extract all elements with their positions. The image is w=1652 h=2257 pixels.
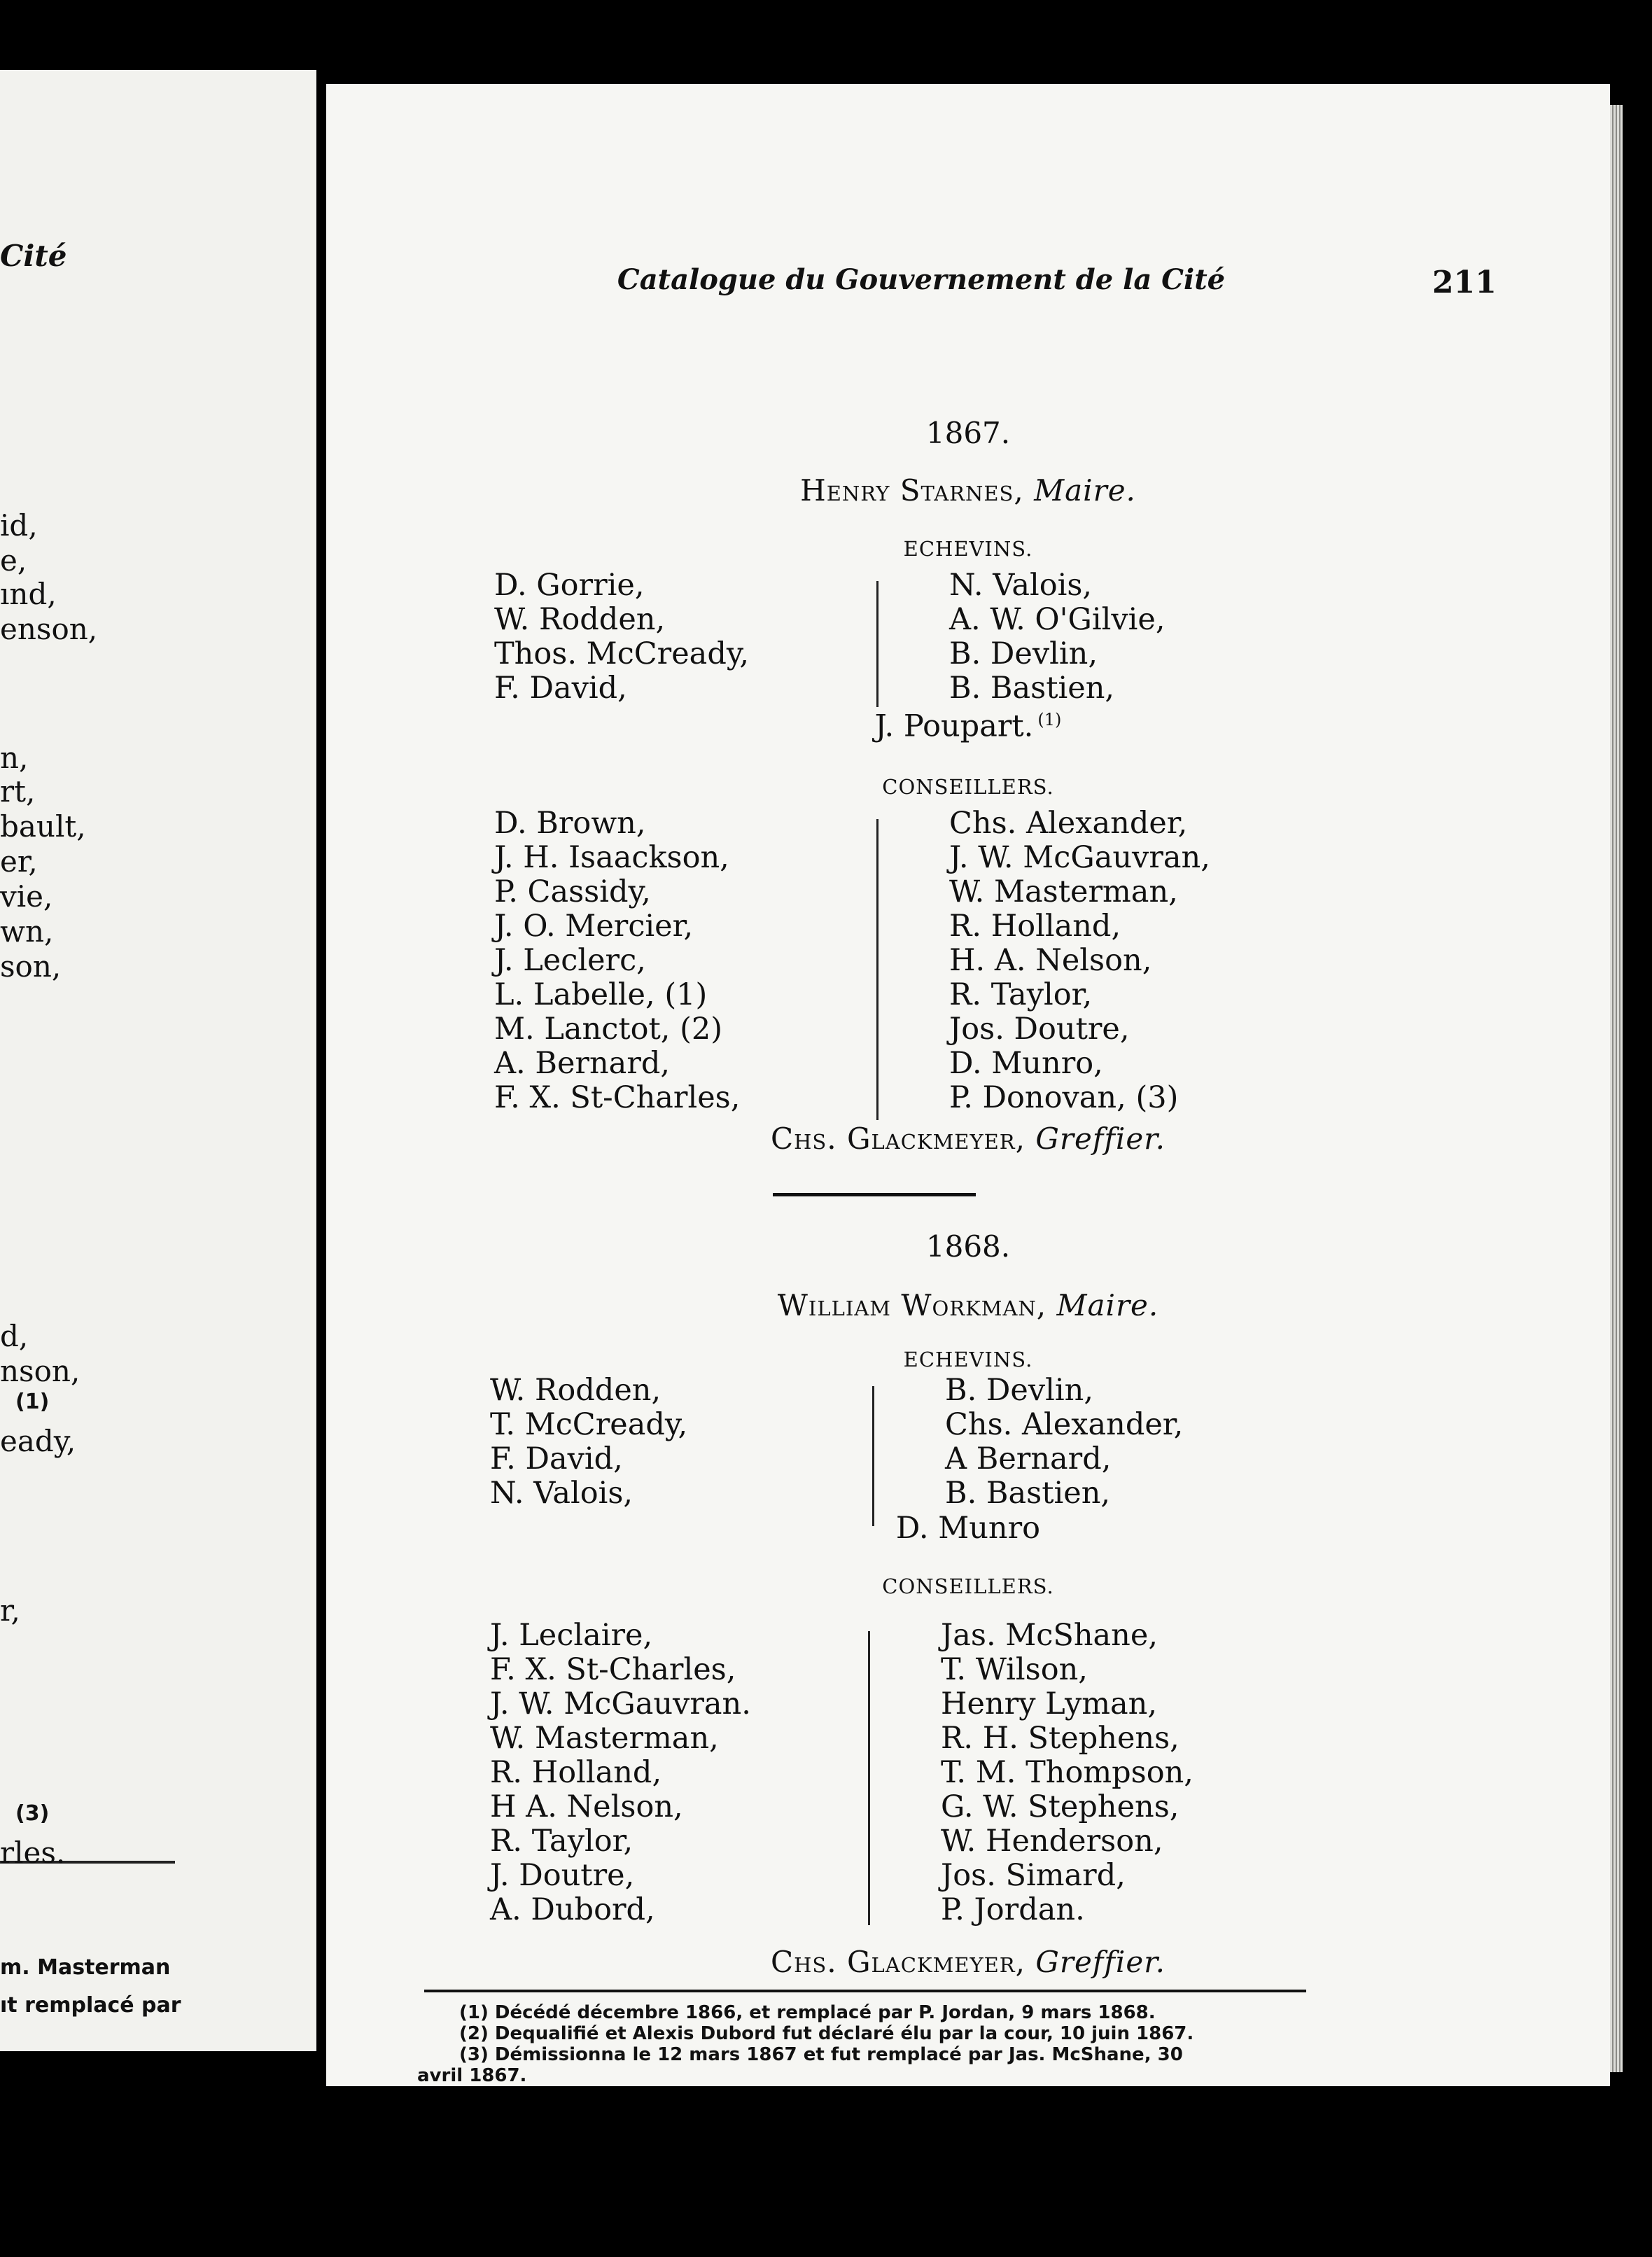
member-name: J. Doutre,	[490, 1858, 635, 1893]
member-name: R. Holland,	[490, 1755, 662, 1790]
member-name: W. Masterman,	[949, 874, 1178, 909]
member-name: Chs. Alexander,	[949, 806, 1188, 841]
member-name: H. A. Nelson,	[949, 943, 1152, 978]
left-page-fragment: wn,	[0, 914, 54, 949]
member-name: T. M. Thompson,	[941, 1755, 1194, 1790]
member-name: A Bernard,	[945, 1441, 1112, 1476]
member-name: R. Taylor,	[949, 977, 1093, 1012]
conseillers-1868-heading: CONSEILLERS.	[882, 1574, 1054, 1598]
page-edge	[1610, 105, 1623, 2072]
footnote-3: (3) Démissionna le 12 mars 1867 et fut remplacé par Jas. McShane, 30	[459, 2044, 1183, 2065]
column-divider	[876, 581, 878, 707]
clerk-1868-name: Chs. Glackmeyer,	[770, 1945, 1026, 1979]
member-name: A. Bernard,	[494, 1046, 671, 1081]
member-name: B. Bastien,	[945, 1476, 1111, 1511]
member-name: P. Donovan, (3)	[949, 1080, 1179, 1115]
member-name: R. H. Stephens,	[941, 1721, 1180, 1756]
column-divider	[872, 1386, 874, 1526]
mayor-1867	[326, 473, 1610, 508]
left-page-fragment: Cité	[0, 239, 67, 273]
left-page-fragment: n,	[0, 741, 29, 775]
echevins-1867-heading: ECHEVINS.	[903, 537, 1033, 561]
mayor-1868	[326, 1288, 1610, 1322]
footnote-rule	[424, 1990, 1306, 1992]
left-page-fragment: m. Masterman	[0, 1955, 171, 1980]
member-name: Henry Lyman,	[941, 1686, 1158, 1721]
column-divider	[876, 819, 878, 1120]
left-page-fragment: bault,	[0, 809, 86, 844]
left-page-fragment: id,	[0, 508, 38, 543]
echevins-1868-heading: ECHEVINS.	[903, 1348, 1033, 1371]
member-name: F. X. St-Charles,	[490, 1652, 736, 1687]
member-name: P. Jordan.	[941, 1892, 1085, 1927]
left-page-fragment: enson,	[0, 612, 98, 646]
member-name: J. Leclerc,	[494, 943, 646, 978]
mayor-1867-role: Maire.	[1034, 473, 1136, 508]
echevins-1868-center: D. Munro	[895, 1511, 1041, 1546]
member-name: W. Henderson,	[941, 1824, 1163, 1859]
member-name: F. X. St-Charles,	[494, 1080, 741, 1115]
member-name: F. David,	[494, 671, 627, 706]
left-page-fragment: eady,	[0, 1424, 76, 1458]
left-page-fragment: d,	[0, 1319, 29, 1353]
member-name: J. H. Isaackson,	[494, 840, 729, 875]
member-name: B. Bastien,	[949, 671, 1115, 706]
left-page-fragment: nson,	[0, 1354, 80, 1388]
member-name: N. Valois,	[490, 1476, 634, 1511]
member-name: D. Munro,	[949, 1046, 1103, 1081]
member-name: J. W. McGauvran.	[490, 1686, 751, 1721]
year-1867-heading: 1867.	[925, 416, 1011, 450]
left-page-fragment: (1)	[15, 1390, 50, 1414]
member-name: H A. Nelson,	[490, 1789, 683, 1824]
right-page	[326, 84, 1610, 2086]
member-name: Jos. Doutre,	[949, 1012, 1130, 1047]
member-name: A. W. O'Gilvie,	[949, 602, 1166, 637]
clerk-1867	[326, 1121, 1610, 1156]
member-name: Jas. McShane,	[941, 1618, 1158, 1653]
left-page-fragment: ınd,	[0, 577, 57, 611]
member-name: P. Cassidy,	[494, 874, 651, 909]
member-name: W. Masterman,	[490, 1721, 719, 1756]
clerk-1868-role: Greffier.	[1035, 1945, 1166, 1979]
conseillers-1868-left	[490, 1619, 751, 1927]
left-page	[0, 70, 316, 2051]
column-divider	[868, 1631, 870, 1925]
member-name: T. McCready,	[490, 1407, 688, 1442]
member-name: Chs. Alexander,	[945, 1407, 1184, 1442]
mayor-1868-role: Maire.	[1056, 1288, 1159, 1322]
member-name: M. Lanctot, (2)	[494, 1012, 723, 1047]
member-name: R. Taylor,	[490, 1824, 634, 1859]
echevins-1867-left	[494, 568, 749, 706]
left-page-fragment: rles.	[0, 1836, 66, 1870]
running-head: Catalogue du Gouvernement de la Cité	[617, 263, 1226, 296]
conseillers-1867-left	[494, 806, 740, 1115]
echevins-1868-right	[945, 1374, 1183, 1511]
member-name: J. O. Mercier,	[494, 909, 694, 944]
echevins-1868-left	[490, 1374, 687, 1511]
member-name: L. Labelle, (1)	[494, 977, 708, 1012]
echevins-1867-center	[326, 708, 1610, 744]
clerk-1867-role: Greffier.	[1035, 1121, 1166, 1156]
member-name: Thos. McCready,	[494, 636, 750, 671]
conseillers-1867-heading: CONSEILLERS.	[882, 775, 1054, 799]
member-name: R. Holland,	[949, 909, 1121, 944]
mayor-1868-name: William Workman,	[777, 1288, 1047, 1322]
footnote-ref: (1)	[1037, 710, 1062, 729]
clerk-1868	[326, 1945, 1610, 1979]
member-name: B. Devlin,	[949, 636, 1098, 671]
member-name: G. W. Stephens,	[941, 1789, 1180, 1824]
member-name: F. David,	[490, 1441, 623, 1476]
member-name: T. Wilson,	[941, 1652, 1088, 1687]
page-number: 211	[1432, 265, 1497, 300]
echevins-1867-right	[949, 568, 1166, 706]
year-1868-heading: 1868.	[925, 1229, 1011, 1264]
conseillers-1868-right	[941, 1619, 1194, 1927]
member-name: A. Dubord,	[490, 1892, 655, 1927]
member-name: W. Rodden,	[494, 602, 666, 637]
member-name: J. Leclaire,	[490, 1618, 653, 1653]
footnote-3-continued: avril 1867.	[417, 2065, 527, 2086]
footnote-2: (2) Dequalifié et Alexis Dubord fut déclaré élu par la cour, 10 juin 1867.	[459, 2023, 1194, 2044]
left-page-fragment: r,	[0, 1593, 20, 1628]
member-name: Jos. Simard,	[941, 1858, 1126, 1893]
clerk-1867-name: Chs. Glackmeyer,	[770, 1121, 1026, 1156]
left-page-fragment: (3)	[15, 1801, 50, 1826]
left-page-fragment: son,	[0, 949, 62, 984]
left-page-fragment: vie,	[0, 879, 53, 914]
left-page-fragment: e,	[0, 543, 27, 578]
member-name: J. W. McGauvran,	[949, 840, 1210, 875]
footnote-1: (1) Décédé décembre 1866, et remplacé par P. Jordan, 9 mars 1868.	[459, 2002, 1156, 2023]
mayor-1867-name: Henry Starnes,	[800, 473, 1024, 508]
footnotes	[417, 2002, 1341, 2086]
member-name: D. Gorrie,	[494, 568, 645, 603]
left-page-fragment: rt,	[0, 774, 36, 809]
left-page-fragment: ıt remplacé par	[0, 1993, 181, 2018]
section-divider	[773, 1193, 976, 1196]
member-name: N. Valois,	[949, 568, 1093, 603]
member-name: D. Brown,	[494, 806, 646, 841]
left-page-fragment: er,	[0, 844, 38, 879]
book-gutter	[316, 84, 326, 2051]
member-name: W. Rodden,	[490, 1373, 662, 1408]
member-name: B. Devlin,	[945, 1373, 1094, 1408]
echevins-1867-center-name: J. Poupart.	[874, 708, 1034, 744]
conseillers-1867-right	[949, 806, 1210, 1115]
